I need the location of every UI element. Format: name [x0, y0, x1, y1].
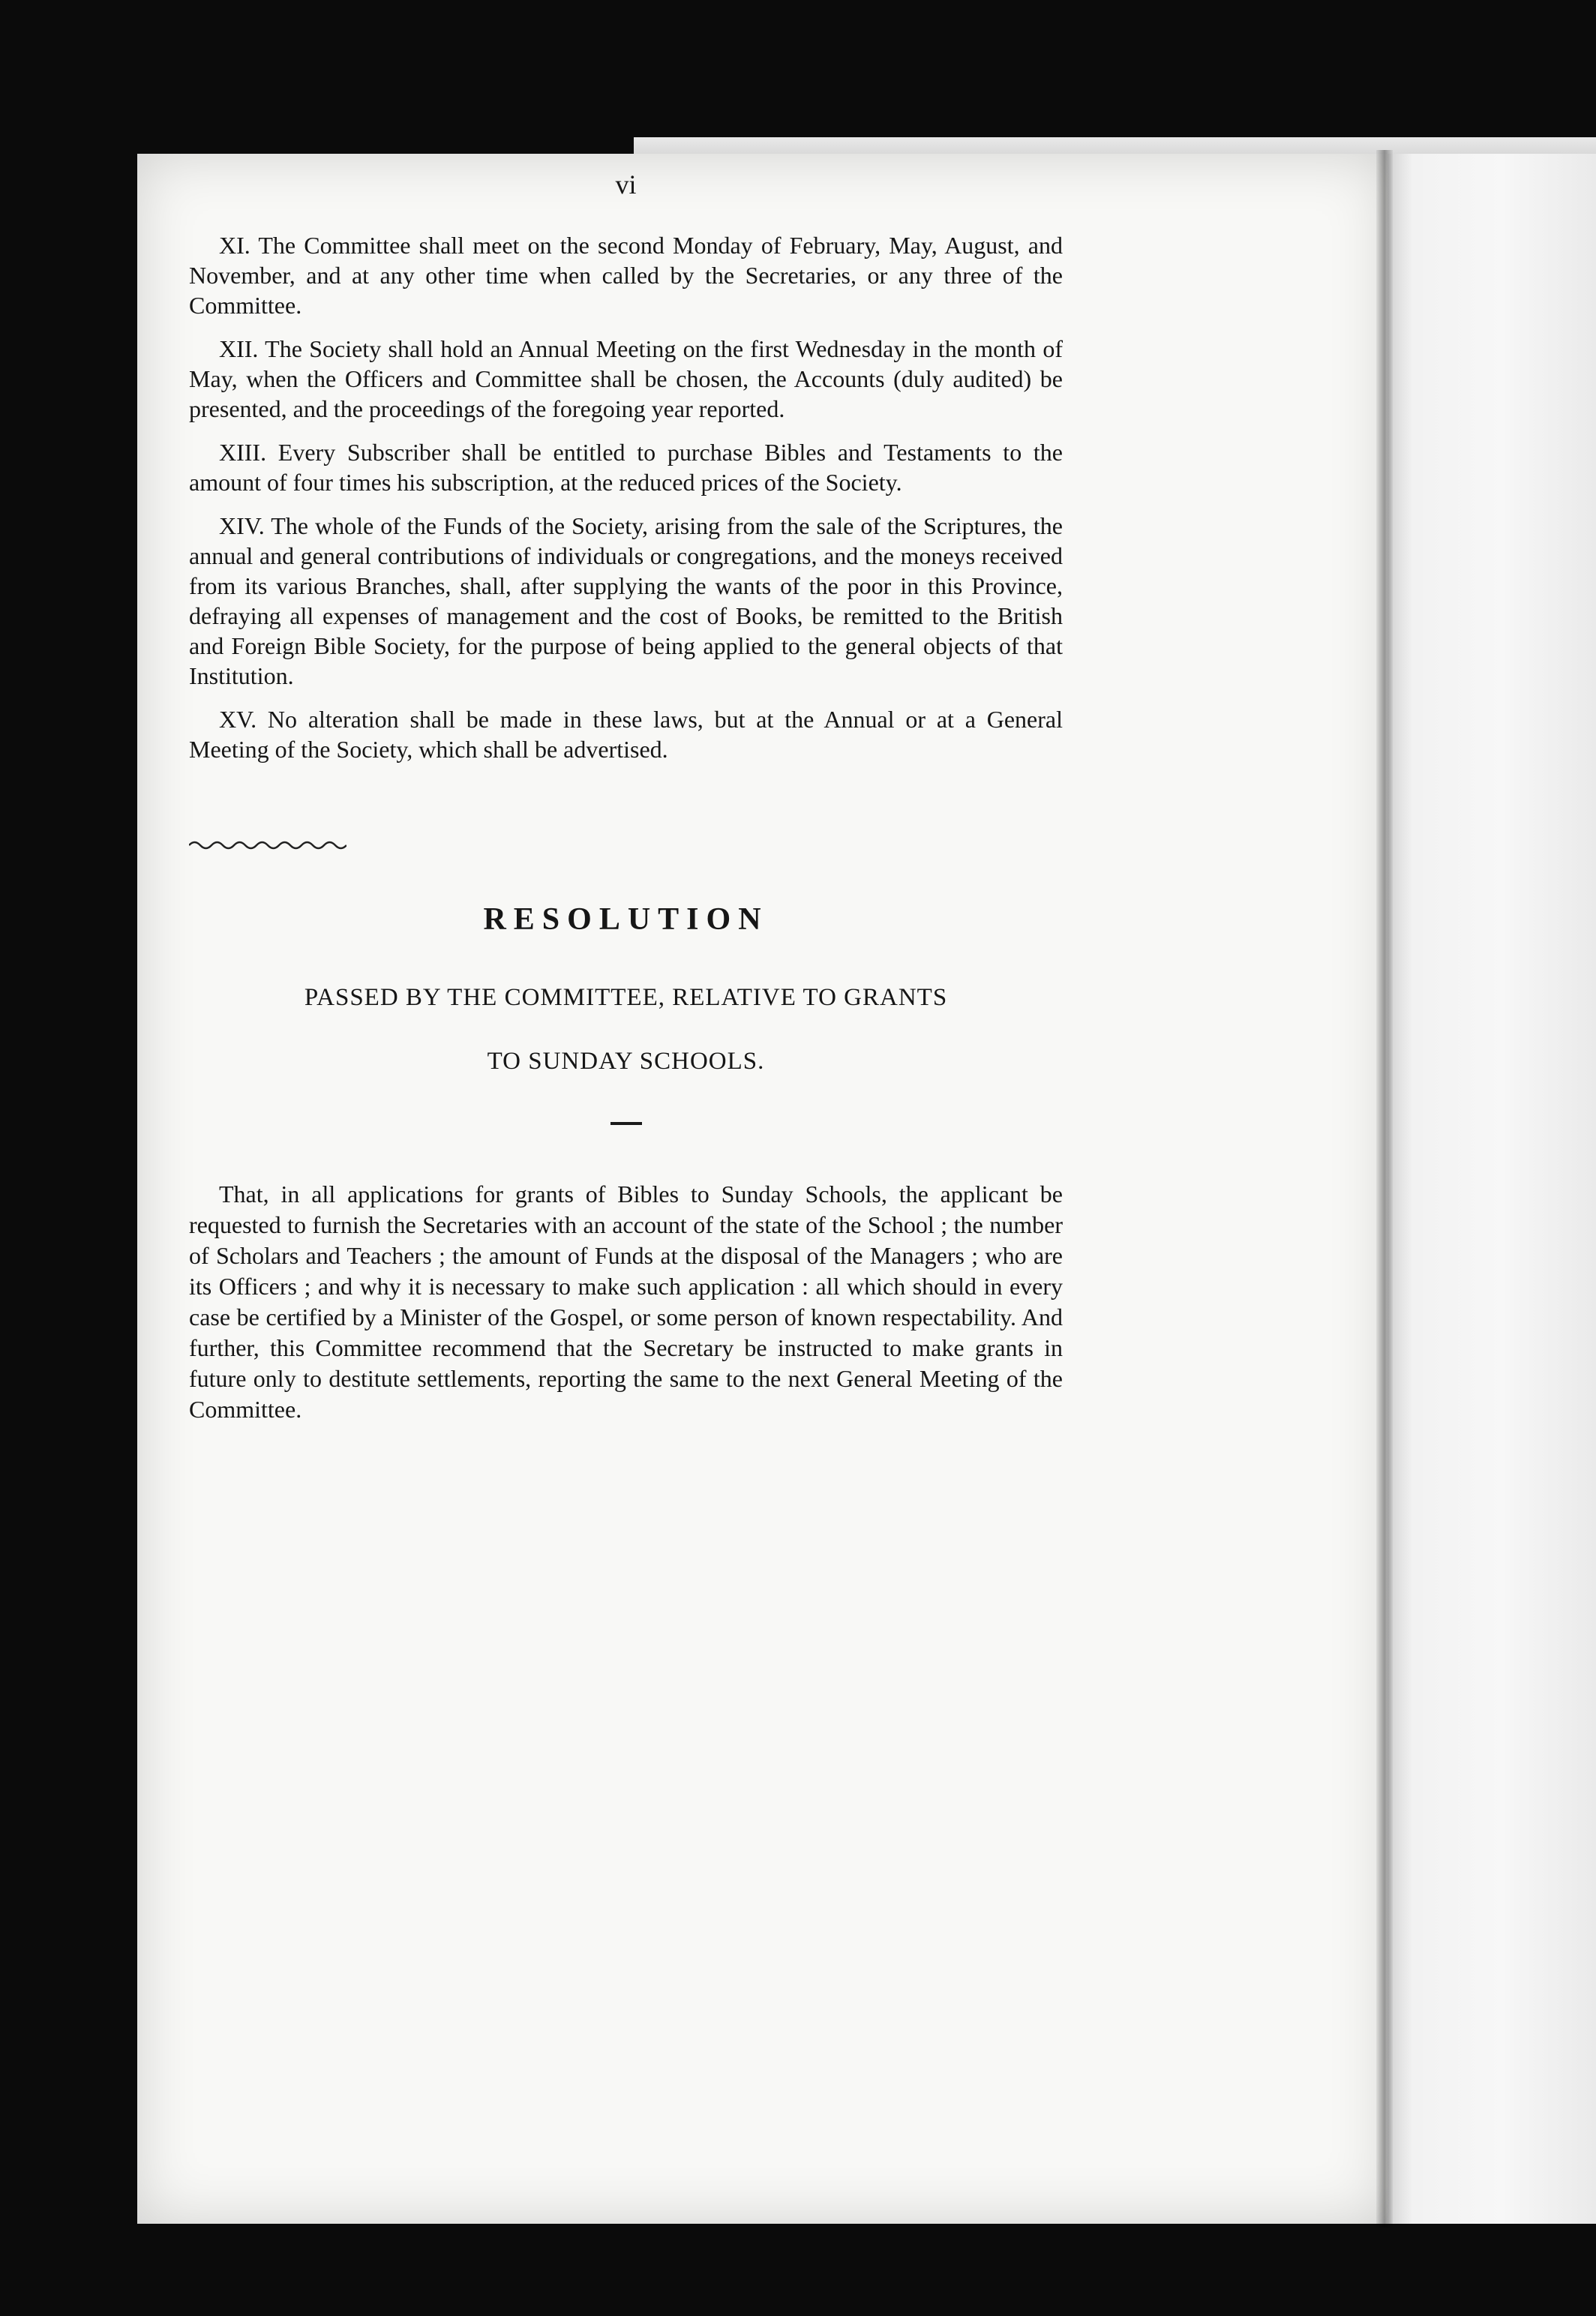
article-text: The Committee shall meet on the second Monday of February, May, August, and November, and at any other time when called by the Secretaries, or any three of the Committee. [189, 232, 1064, 319]
article-text: Every Subscriber shall be entitled to purchase Bibles and Testaments to the amount of four times his subscription, at the reduced prices of the Society. [189, 439, 1064, 496]
article-number: XI. [219, 232, 250, 259]
article-text: No alteration shall be made in these laws, but at the Annual or at a General Meeting of the Society, which shall be advertised. [189, 706, 1063, 763]
article-xiii [189, 437, 1063, 497]
page-text [189, 169, 1063, 1425]
article-xiv [189, 511, 1063, 691]
article-number: XII. [219, 335, 259, 362]
article-xii [189, 334, 1063, 424]
article-number: XIII. [219, 439, 267, 466]
article-number: XV. [219, 706, 257, 733]
page-gutter [1376, 150, 1393, 2228]
article-text: The Society shall hold an Annual Meeting on the first Wednesday in the month of May, when the Officers and Committee shall be chosen, the Accounts (duly audited) be presented, and the proceedings of the foregoing year reported. [189, 335, 1064, 422]
resolution-subheading-line1: PASSED BY THE COMMITTEE, RELATIVE TO GRANTS [304, 984, 948, 1011]
resolution-body: That, in all applications for grants of Bibles to Sunday Schools, the applicant be requested to furnish the Secretaries with an account of the state of the School ; the number of Scholars and Teachers ; the amount of Funds at the disposal of the Managers ; who are its Officers ; and why it is necessary to make such application : all which should in every case be certified by a Minister of the Gospel, or some person of known respectability. And further, this Committee recommend that the Secretary be instructed to make grants in future only to destitute settlements, reporting the same to the next General Meeting of the Committee. [189, 1180, 1063, 1423]
facing-page [1388, 154, 1596, 2224]
article-xi [189, 230, 1063, 320]
wavy-divider-ornament [189, 838, 346, 853]
resolution-subheading-line2: TO SUNDAY SCHOOLS. [487, 1048, 765, 1075]
article-number: XIV. [219, 512, 265, 539]
resolution-heading: RESOLUTION [483, 902, 769, 937]
page-number: vi [615, 170, 637, 200]
short-rule-divider [610, 1122, 642, 1125]
article-text: The whole of the Funds of the Society, arising from the sale of the Scriptures, the annual and general contributions of individuals or congregations, and the moneys received from its various Branches, shall, after supplying the wants of the poor in this Province, defraying all expenses of management and the cost of Books, be remitted to the British and Foreign Bible Society, for the purpose of being applied to the general objects of that Institution. [189, 512, 1064, 689]
article-xv [189, 704, 1063, 764]
